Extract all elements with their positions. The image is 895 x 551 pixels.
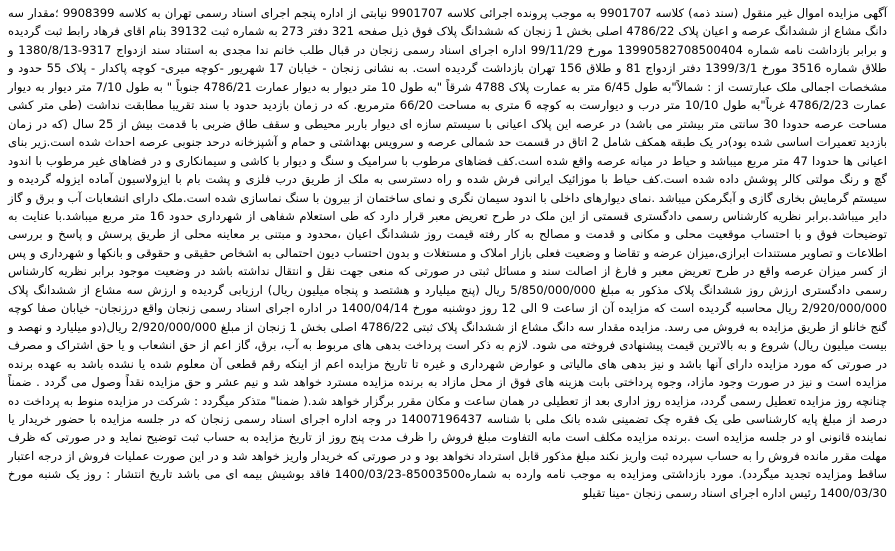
notice-body-text: آگهی مزایده اموال غیر منقول (سند ذمه) کلاسه 9901707 به موجب پرونده اجرائی کلاسه 9901707 نیابتی از اداره پنجم اجرای اسناد رسمی تهران به کلاسه 9908399 ؛مقدار سه دانگ مشاع از ششدانگ عرصه و اعیان پلاک 4786/22 اصلی بخش 1 زنجان که ششدانگ پلاک فوق ذیل صفحه 321 دفتر 273 به شماره ثبت 39132 بنام اقای فرهاد رابط ثبت گردیده و برابر بازداشت نامه شماره 13990582708500404 مورخ 99/11/29 اداره اجرای اسناد رسمی زنجان در قبال طلب خانم ندا مجدی به استناد سند ازدواج 9317-1380/8/13 و طلاق شماره 3516 مورخ 1399/3/1 دفتر ازدواج 81 و طلاق 156 تهران بازداشت گردیده است. به نشانی زنجان - خیابان 17 شهریور -کوچه میری- کوچه پاکدار - پلاک 55 حدود و مشخصات اجمالی ملک عبارتست از : شمالاً"به طول 6/45 متر به عمارت پلاک 4788 شرقاً "به طول 10 متر دیوار به دیوار عمارت 4786/21 جنوباً " به طول 7/10 متر دیوار به دیوار عمارت 4786/2/23 غرباً"به طول 10/10 متر درب و دیوارست به کوچه 6 متری به مساحت 66/20 مترمربع. که در زمان بازدید حدود با سند تقریبا مطابقت نداشت (طی متر کشی مساحت عرصه حدودا 30 سانتی متر بیشتر می باشد) در عرصه این پلاک اعیانی با سیستم سازه ای دیوار باربر محیطی و سقف طاق ضربی با قدمت بیش از 25 سال (که در زمان بازدید تعمیرات اساسی شده بود)در یک طبقه همکف شامل 2 اتاق در قسمت حد شمالی عرصه و سرویس بهداشتی و حمام و آشپزخانه درحد جنوبی عرصه احداث شده است.زیر بنای اعیانی ها حدودا 47 متر مربع میباشد و حیاط در میانه عرصه واقع شده است.کف فضاهای مرطوب با سرامیک و سنگ و دیوار با کاشی و سیمانکاری و در فضاهای غیر مرطوب با اندود گچ و رنگ مولتی کالر پوشش داده شده است.کف حیاط با موزائیک ایرانی فرش شده و راه دسترسی به ملک از طریق درب فلزی و پشت بام با ایزولاسیون آماده ایزوله گردیده و سیستم گرمایش بخاری گازی و آبگرمکن میباشد .نمای دیوارهای داخلی با اندود سیمان نگری و نمای ساختمان از بیرون با سنگ نماسازی شده است.ملک دارای انشعابات آب و برق و گاز دایر میباشد.برابر نظریه کارشناس رسمی دادگستری قسمتی از این ملک در طرح تعریض معبر قرار دارد که طی استعلام شفاهی از شهرداری حدود 16 متر مربع میباشد.با عنایت به توضیحات فوق و با احتساب موقعیت محلی و مکانی و قدمت و مصالح به کار رفته قیمت روز ششدانگ اعیان ،محدود و مبتنی بر معاینه محلی از طریق پرسش و پاسخ و بررسی اطلاعات و تصاویر مستندات ابرازی،میزان عرضه و تقاضا و وضعیت فعلی بازار املاک و مستغلات و بدون احتساب دیون احتمالی به اشخاص حقیقی و حقوقی و بانکها و شهرداری و پس از کسر میزان عرصه واقع در طرح تعریض معبر و فارغ از اصالت سند و مسائل ثبتی در صورتی که منعی جهت نقل و انتقال نداشته باشد در وضعیت موجود برابر نظریه کارشناس رسمی دادگستری ارزش روز ششدانگ پلاک مذکور به مبلغ 5/850/000/000 ریال (پنج میلیارد و هشتصد و پنجاه میلیون ریال) ارزیابی گردیده و ارزش سه مشاع از ششدانگ پلاک 2/920/000/000 ریال محاسبه گردیده است که مزایده آن از ساعت 9 الی 12 روز دوشنبه مورخ 1400/04/14 در اداره اجرای اسناد رسمی زنجان واقع درزنجان- خیابان صفا کوچه گنج خانلو از طریق مزایده به فروش می رسد. مزایده مقدار سه دانگ مشاع از ششدانگ پلاک ثبتی 4786/22 اصلی بخش 1 زنجان از مبلغ 2/920/000/000 ریال(دو میلیارد و نهصد و بیست میلیون ریال) شروع و به بالاترین قیمت پیشنهادی فروخته می شود. لازم به ذکر است پرداخت بدهی های مربوط به آب، برق، گاز اعم از حق انشعاب و یا حق اشتراک و مصرف در صورتی که مورد مزایده دارای آنها باشد و نیز بدهی های مالیاتی و عوارض شهرداری و غیره تا تاریخ مزایده اعم از اینکه رقم قطعی آن معلوم شده یا نشده باشد به عهده برنده مزایده است و نیز در صورت وجود مازاد، وجوه پرداختی بابت هزینه های فوق از محل مازاد به برنده مزایده مسترد خواهد شد و نیم عشر و حق مزایده نقداً وصول می گردد . ضمناً چنانچه روز مزایده تعطیل رسمی گردد، مزایده روز اداری بعد از تعطیلی در همان ساعت و مکان مقرر برگزار خواهد شد.( ضمنا" متذکر میگردد : شرکت در مزایده منوط به پرداخت ده درصد از مبلغ پایه کارشناسی طی یک فقره چک تضمینی شده بانک ملی با شناسه 14007196437 در وجه اداره اجرای اسناد رسمی زنجان که در جلسه مزایده با حضور خریدار یا نماینده قانونی او در جلسه مزایده است .برنده مزایده مکلف است مابه التفاوت مبلغ فروش را ظرف مدت پنج روز از تاریخ مزایده به حساب ثبت توضیح نماید و در صورتی که ظرف مهلت مقرر مانده فروش را به حساب سپرده ثبت واریز نکند مبلغ مذکور قابل استرداد نخواهد بود و در صورتی که خریدار واریز خواهد شد و در این صورت عملیات فروش از درجه اعتبار ساقط ومزایده تجدید میگردد). مورد بازداشتی ومزایده به موجب نامه وارده به شماره85003500-1400/03/23 فاقد بوشیش بیمه ای می باشد تاریخ انتشار : روز یک شنبه مورخ 1400/03/30 رئیس اداره اجرای اسناد رسمی زنجان -مینا تقیلو (8, 6, 888, 500)
